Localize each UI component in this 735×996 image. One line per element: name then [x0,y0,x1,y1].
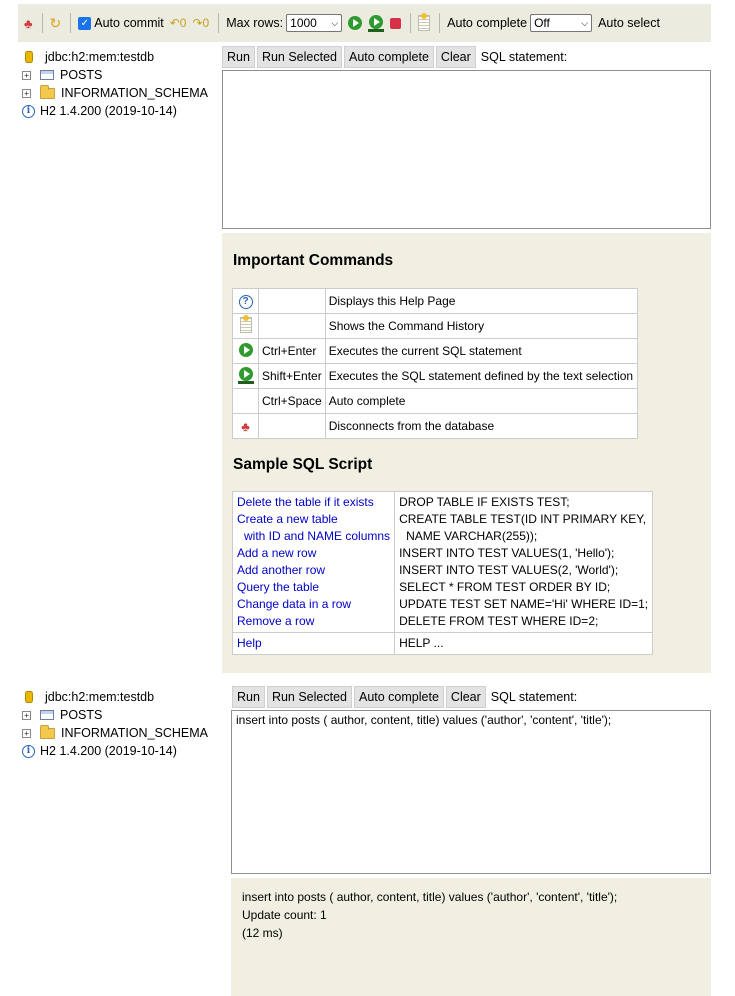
tree-version [22,102,208,120]
connection-url: jdbc:h2:mem:testdb [45,50,155,64]
clear-button[interactable]: Clear [436,46,476,68]
sample-link-create-cont[interactable]: with ID and NAME columns [244,529,391,543]
command-key: Ctrl+Enter [259,339,326,364]
max-rows-label: Max rows: [226,16,284,30]
expand-icon[interactable]: + [22,89,31,98]
tree-item-label: POSTS [60,68,103,82]
auto-complete-button[interactable]: Auto complete [354,686,444,708]
important-commands-heading: Important Commands [233,252,394,269]
table-row [233,389,638,414]
run-button[interactable]: Run [232,686,265,708]
stop-icon[interactable] [390,18,401,29]
sample-sql-line: UPDATE TEST SET NAME='Hi' WHERE ID=1; [399,597,649,611]
toolbar-separator [70,13,71,33]
table-row [233,289,638,314]
query-toolbar [222,46,567,68]
tree-item-label: INFORMATION_SCHEMA [61,86,208,100]
sample-sql-line: CREATE TABLE TEST(ID INT PRIMARY KEY, [399,512,647,526]
help-link[interactable]: Help [237,636,262,650]
toolbar [18,4,711,42]
command-desc: Executes the SQL statement defined by the text selection [325,364,637,389]
auto-complete-label: Auto complete [447,16,528,30]
result-time: (12 ms) [242,926,283,940]
run-button[interactable]: Run [222,46,255,68]
auto-complete-value: Off [534,16,550,30]
auto-complete-button[interactable]: Auto complete [344,46,434,68]
table-row [233,364,638,389]
auto-complete-select[interactable] [530,14,592,32]
command-desc: Executes the current SQL statement [325,339,637,364]
toolbar-separator [218,13,219,33]
sql-statement-label: SQL statement: [490,690,578,704]
run-selected-icon[interactable] [238,367,254,383]
version-label: H2 1.4.200 (2019-10-14) [40,744,177,758]
expand-icon[interactable]: + [22,71,31,80]
sample-sql-line: INSERT INTO TEST VALUES(1, 'Hello'); [399,546,615,560]
tree-item-information-schema[interactable] [22,84,208,102]
max-rows-select[interactable] [286,14,342,32]
command-desc: Auto complete [325,389,637,414]
history-icon[interactable] [240,317,252,333]
command-desc: Shows the Command History [325,314,637,339]
auto-commit-checkbox[interactable] [78,16,163,30]
sample-sql-line: SELECT * FROM TEST ORDER BY ID; [399,580,611,594]
connection-url: jdbc:h2:mem:testdb [45,690,155,704]
refresh-icon[interactable]: ↻ [49,14,62,31]
toolbar-separator [42,13,43,33]
checkmark-icon[interactable]: ✓ [78,17,91,30]
max-rows-value: 1000 [290,16,317,30]
database-icon [25,691,33,703]
sample-link-remove[interactable]: Remove a row [237,614,315,628]
command-key: Shift+Enter [259,364,326,389]
object-tree-second [22,688,208,760]
sample-link-update[interactable]: Change data in a row [237,597,352,611]
tree-version [22,742,208,760]
command-desc: Disconnects from the database [325,414,637,439]
tree-item-posts[interactable] [22,706,208,724]
help-icon[interactable]: ? [239,295,253,309]
sql-input-second[interactable] [231,710,711,874]
tree-item-label: INFORMATION_SCHEMA [61,726,208,740]
sample-sql-line: DROP TABLE IF EXISTS TEST; [399,495,570,509]
run-icon[interactable] [239,343,253,357]
run-selected-icon[interactable] [368,15,384,31]
info-icon: i [22,105,35,118]
sql-input-text: insert into posts ( author, content, title) values ('author', 'content', 'title'); [236,713,612,727]
auto-complete-group [447,14,592,32]
commit-icon[interactable]: ↶0 [169,16,187,30]
run-icon[interactable] [348,16,362,30]
table-row [233,339,638,364]
sample-link-add[interactable]: Add a new row [237,546,317,560]
command-key [259,414,326,439]
result-update-count: Update count: 1 [242,908,327,922]
table-row [233,314,638,339]
expand-icon[interactable]: + [22,711,31,720]
chevron-down-icon: ⌵ [331,17,339,28]
help-sql: HELP ... [399,636,444,650]
table-row [233,492,653,633]
auto-commit-label: Auto commit [94,16,164,30]
sample-sql-line: NAME VARCHAR(255)); [406,529,538,543]
sql-input[interactable] [222,70,711,229]
max-rows-group [226,14,342,32]
table-icon [40,70,54,80]
folder-icon [40,88,55,99]
run-selected-button[interactable]: Run Selected [257,46,342,68]
result-statement: insert into posts ( author, content, title) values ('author', 'content', 'title'); [242,890,618,904]
toolbar-separator [410,13,411,33]
folder-icon [40,728,55,739]
table-row [233,633,653,655]
sample-link-delete[interactable]: Delete the table if it exists [237,495,374,509]
sample-link-query[interactable]: Query the table [237,580,320,594]
object-tree [22,48,208,120]
result-output [242,888,617,942]
sample-link-add-another[interactable]: Add another row [237,563,326,577]
expand-icon[interactable]: + [22,729,31,738]
chevron-down-icon: ⌵ [581,17,589,28]
history-icon[interactable] [418,15,430,31]
version-label: H2 1.4.200 (2019-10-14) [40,104,177,118]
query-toolbar-second [232,686,577,708]
table-row [233,414,638,439]
command-desc: Displays this Help Page [325,289,637,314]
tree-connection[interactable] [22,688,208,706]
auto-select-label: Auto select [598,16,660,30]
disconnect-icon[interactable]: ♣ [24,15,33,31]
table-icon [40,710,54,720]
sample-link-create[interactable]: Create a new table [237,512,338,526]
run-selected-button[interactable]: Run Selected [267,686,352,708]
database-icon [25,51,33,63]
command-key [259,314,326,339]
clear-button[interactable]: Clear [446,686,486,708]
sql-statement-label: SQL statement: [480,50,568,64]
sample-sql-line: INSERT INTO TEST VALUES(2, 'World'); [399,563,619,577]
command-key [259,289,326,314]
sample-sql-heading: Sample SQL Script [233,456,373,473]
tree-item-information-schema[interactable] [22,724,208,742]
info-icon: i [22,745,35,758]
commands-table [232,288,638,439]
tree-connection[interactable] [22,48,208,66]
toolbar-separator [439,13,440,33]
sample-sql-line: DELETE FROM TEST WHERE ID=2; [399,614,599,628]
tree-item-posts[interactable] [22,66,208,84]
command-key: Ctrl+Space [259,389,326,414]
disconnect-icon[interactable]: ♣ [241,418,250,434]
sample-sql-table [232,491,653,655]
rollback-icon[interactable]: ↷0 [192,16,210,30]
tree-item-label: POSTS [60,708,103,722]
